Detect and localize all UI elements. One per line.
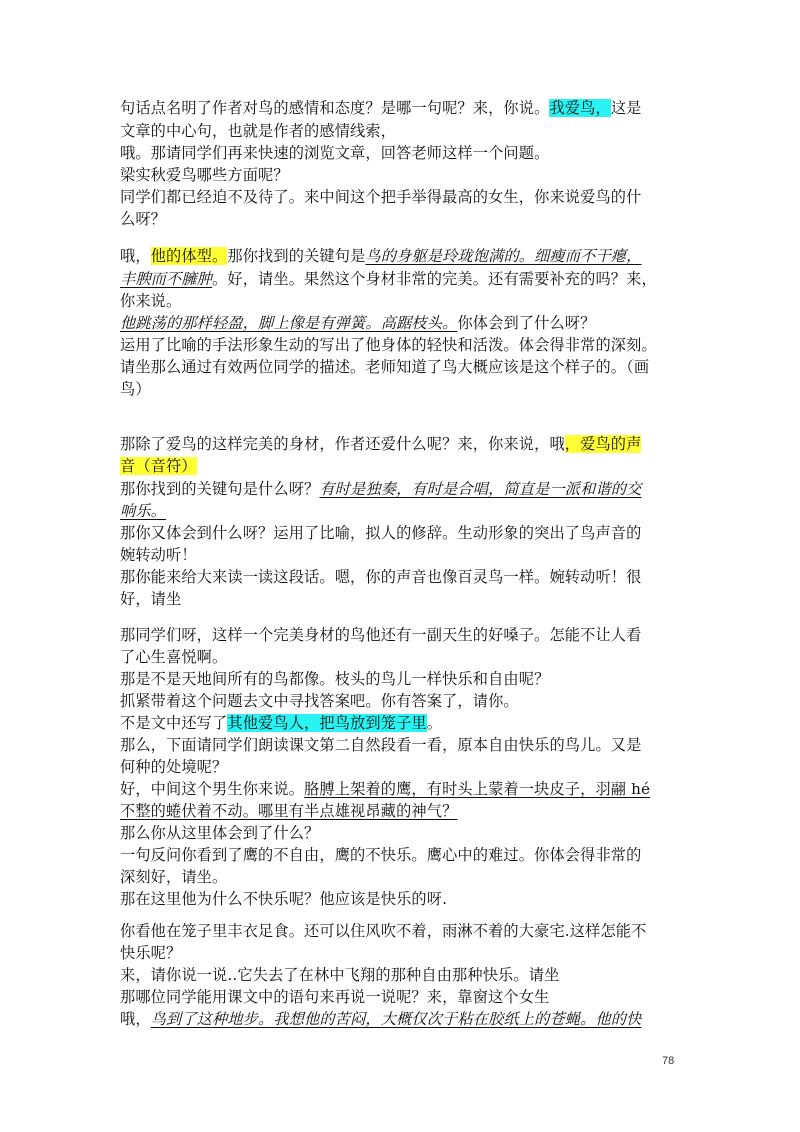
text-line <box>120 433 690 455</box>
text-segment: 深刻好，请坐。 <box>120 868 228 886</box>
text-segment: 那除了爱鸟的这样完美的身材，作者还爱什么呢？来，你来说，哦 <box>120 435 565 453</box>
quoted-sentence: 鸟到了这种地步。我想他的苦闷，大概仅次于粘在胶纸上的苍蝇。他的快 <box>150 1010 642 1028</box>
quoted-sentence: 有时是独奏，有时是合唱，简直是一派和谐的交 <box>319 480 642 498</box>
text-line <box>120 478 690 500</box>
text-line <box>120 455 690 477</box>
highlight-yellow: 音（音符） <box>120 457 197 475</box>
text-line <box>120 588 690 610</box>
text-segment: 来，请你说一说..它失去了在林中飞翔的那种自由那种快乐。请坐 <box>120 966 560 984</box>
text-segment: 鸟） <box>120 380 151 398</box>
text-line <box>120 186 690 208</box>
text-segment: 何种的处境呢？ <box>120 758 228 776</box>
text-segment: 好，请坐 <box>120 590 182 608</box>
text-segment: 那是不是天地间所有的鸟都像。枝头的鸟儿一样快乐和自由呢？ <box>120 670 550 688</box>
text-line <box>120 522 690 544</box>
text-segment: 同学们都已经迫不及待了。来中间这个把手举得最高的女生，你来说爱鸟的什 <box>120 188 642 206</box>
text-line <box>120 142 690 164</box>
text-line <box>120 690 690 712</box>
quoted-sentence: 鸟的身躯是玲珑饱满的。细瘦而不干瘪， <box>365 247 642 265</box>
text-line <box>120 800 690 822</box>
text-line <box>120 500 690 522</box>
text-segment: 好，中间这个男生你来说。 <box>120 780 305 798</box>
text-line <box>120 986 690 1008</box>
text-segment: 哦， <box>120 247 151 265</box>
text-segment: 一句反问你看到了鹰的不自由，鹰的不快乐。鹰心中的难过。你体会得非常的 <box>120 846 642 864</box>
text-line <box>120 844 690 866</box>
text-line <box>120 334 690 356</box>
text-segment: 句话点名明了作者对鸟的感情和态度？是哪一句呢？来，你说。 <box>120 99 550 117</box>
text-segment: 么呀？ <box>120 210 167 228</box>
text-segment: 运用了比喻的手法形象生动的写出了他身体的轻快和活泼。体会得非常的深刻。 <box>120 336 657 354</box>
quoted-sentence: 响乐。 <box>120 502 167 520</box>
text-segment: 梁实秋爱鸟哪些方面呢？ <box>120 166 289 184</box>
text-segment: 请坐那么通过有效两位同学的描述。老师知道了鸟大概应该是这个样子的。（画 <box>120 358 650 376</box>
text-line <box>120 920 690 942</box>
text-segment: 你来说。 <box>120 292 182 310</box>
text-line <box>120 290 690 312</box>
text-segment: 那同学们呀，这样一个完美身材的鸟他还有一副天生的好嗓子。怎能不让人看 <box>120 626 642 644</box>
text-segment: 哦， <box>120 1010 151 1028</box>
text-segment: 那么，下面请同学们朗读课文第二自然段看一看，原本自由快乐的鸟儿。又是 <box>120 736 642 754</box>
text-line <box>120 208 690 230</box>
text-segment: 不是文中还写了 <box>120 714 228 732</box>
text-segment: 这是 <box>610 99 642 117</box>
text-line <box>120 312 690 334</box>
quoted-sentence: 胳膊上架着的鹰，有时头上蒙着一块皮子，羽翮 hé <box>304 780 651 798</box>
text-line <box>120 646 690 668</box>
text-line <box>120 888 690 910</box>
text-segment: 。 <box>426 714 443 732</box>
text-line <box>120 866 690 888</box>
page-number: 78 <box>662 1055 675 1067</box>
text-segment: 了心生喜悦啊。 <box>120 648 228 666</box>
highlight-yellow: ，爱鸟的声 <box>564 435 642 453</box>
text-line <box>120 544 690 566</box>
text-line <box>120 268 690 290</box>
text-line <box>120 822 690 844</box>
text-segment: 那你找到的关键句是 <box>227 247 366 265</box>
text-line <box>120 378 690 400</box>
text-line <box>120 778 690 800</box>
quoted-sentence: 丰腴而不臃肿 <box>120 270 213 288</box>
highlight-cyan: 其他爱鸟人，把鸟放到笼子里 <box>227 714 427 732</box>
text-segment: 那你找到的关键句是什么呀？ <box>120 480 320 498</box>
text-line <box>120 734 690 756</box>
text-line <box>120 356 690 378</box>
text-segment: 你体会到了什么呀？ <box>457 314 596 332</box>
text-line <box>120 566 690 588</box>
text-line <box>120 624 690 646</box>
text-segment: 哦。那请同学们再来快速的浏览文章，回答老师这样一个问题。 <box>120 144 550 162</box>
quoted-sentence: 他跳荡的那样轻盈，脚上像是有弹簧。高踞枝头。 <box>120 314 458 332</box>
text-segment: 文章的中心句，也就是作者的感情线索， <box>120 122 397 140</box>
text-segment: 那哪位同学能用课文中的语句来再说一说呢？来，靠窗这个女生 <box>120 988 550 1006</box>
text-line <box>120 1008 690 1030</box>
text-line <box>120 942 690 964</box>
text-segment: 抓紧带着这个问题去文中寻找答案吧。你有答案了，请你。 <box>120 692 519 710</box>
text-segment: 那你又体会到什么呀？运用了比喻，拟人的修辞。生动形象的突出了鸟声音的 <box>120 524 642 542</box>
text-segment: 那在这里他为什么不快乐呢？他应该是快乐的呀. <box>120 890 448 908</box>
text-line <box>120 756 690 778</box>
text-segment: 。好，请坐。果然这个身材非常的完美。还有需要补充的吗？来， <box>212 270 657 288</box>
text-line <box>120 97 690 119</box>
text-line <box>120 120 690 142</box>
text-segment: 那你能来给大来读一读这段话。嗯，你的声音也像百灵鸟一样。婉转动听！很 <box>120 568 642 586</box>
text-line <box>120 164 690 186</box>
text-line <box>120 245 690 267</box>
text-line <box>120 964 690 986</box>
quoted-sentence: 不整的蜷伏着不动。哪里有半点雄视昂藏的神气？ <box>120 802 458 820</box>
text-segment: 那么你从这里体会到了什么？ <box>120 824 320 842</box>
text-segment: 你看他在笼子里丰衣足食。还可以住风吹不着，雨淋不着的大豪宅.这样怎能不 <box>120 922 647 940</box>
highlight-cyan: 我爱鸟， <box>549 99 611 117</box>
text-line <box>120 712 690 734</box>
text-segment: 婉转动听！ <box>120 546 197 564</box>
text-line <box>120 668 690 690</box>
highlight-yellow: 他的体型。 <box>150 247 228 265</box>
text-segment: 快乐呢？ <box>120 944 182 962</box>
